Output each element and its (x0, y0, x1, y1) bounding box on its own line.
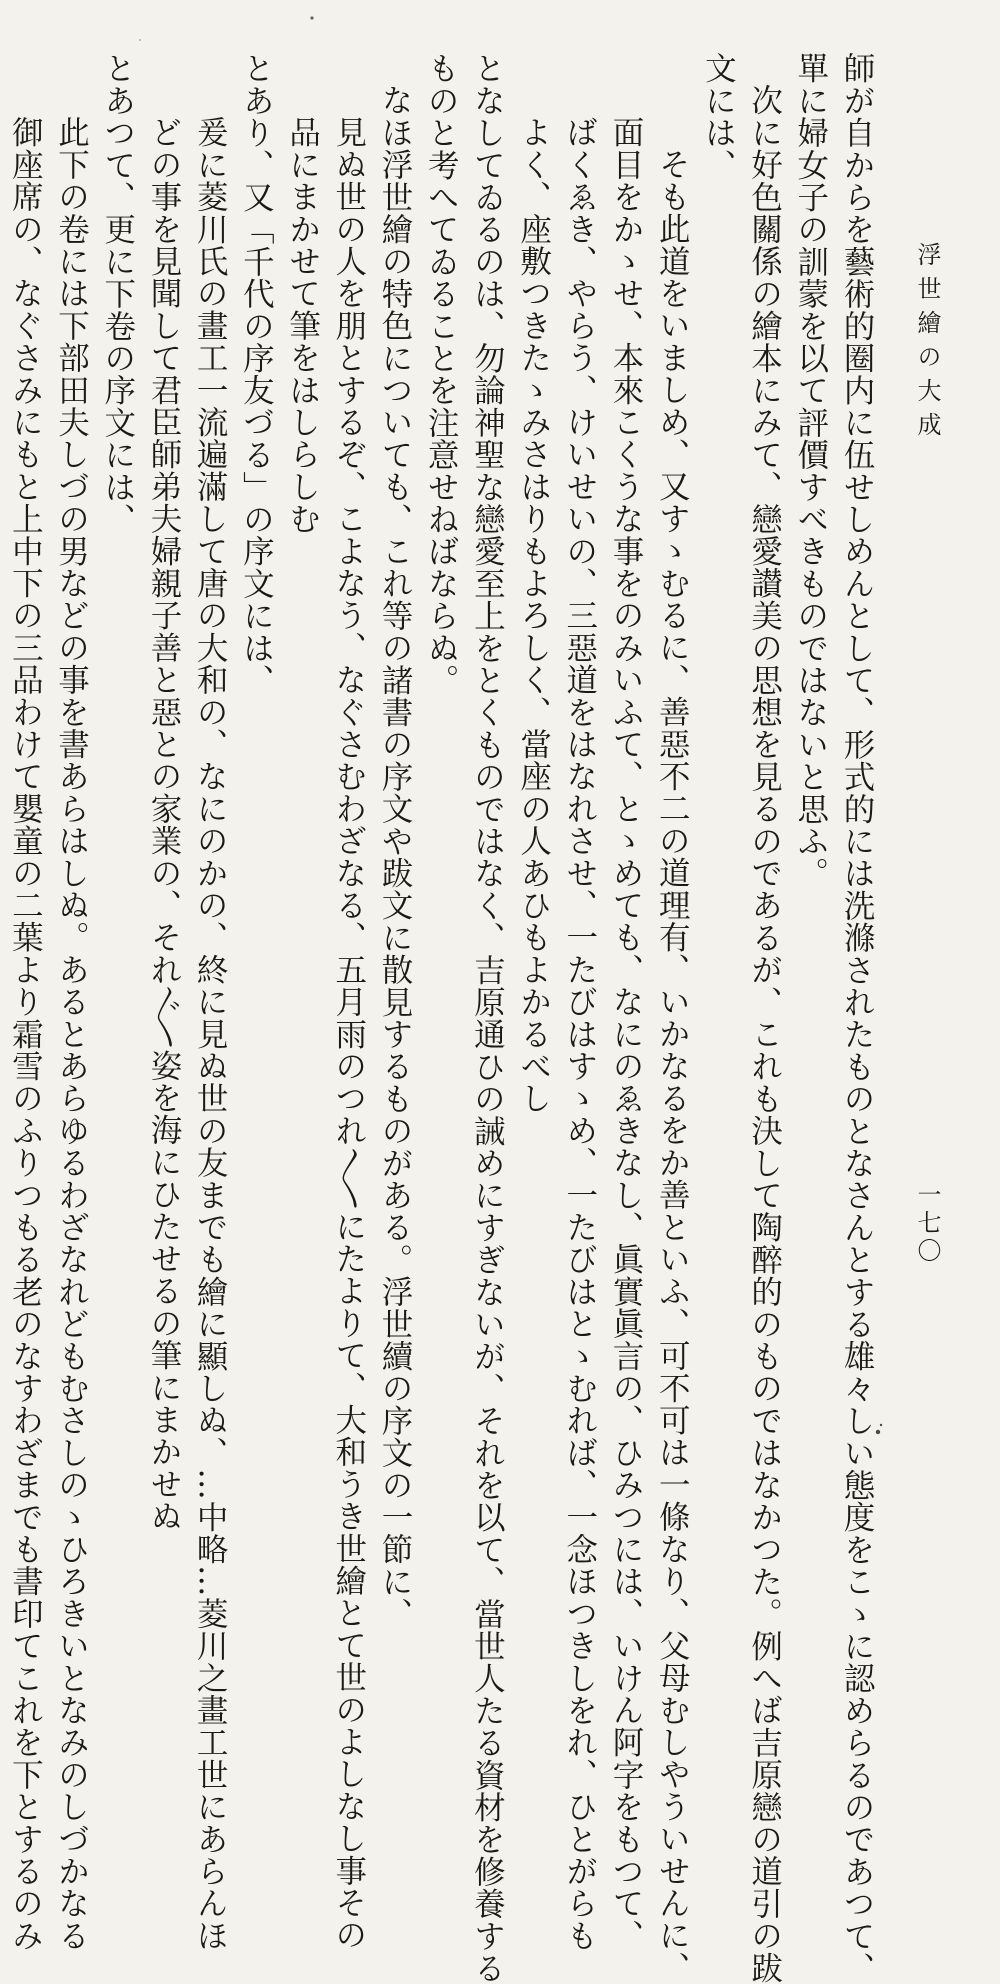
text-line: とあり、又「千代の序友づる」の序文には、 (238, 52, 275, 696)
quote-line: 品にまかせて筆をはしらしむ (284, 116, 321, 535)
text-line: 師が自からを藝術的圈内に伍せしめんとして、形式的には洗滌されたものとなさんとする雄々しい態度をこゝに認めらるのであつて、 (839, 52, 875, 1984)
text-line: 次に好色關係の繪本にみて、戀愛讃美の思想を見るのであるが、これも決して陶醉的のものではなかつた。例へば吉原戀の道引の跋 (746, 84, 783, 1984)
quote-line: どの事を見聞して君臣師弟夫婦親子善と惡との家業の、それ〲姿を海にひたせるの筆にまかせぬ (145, 116, 182, 1533)
text-line: とあつて、更に下卷の序文には、 (99, 52, 136, 535)
quote-line: 此下の卷には下部田夫しづの男などの事を書あらはしぬ。あるとあらゆるわざなれどもむさしのゝひろきいとなみのしづかなる (53, 116, 90, 1952)
body-text (2, 52, 880, 1984)
text-line: 文には、 (700, 52, 737, 181)
quote-line: 見ぬ世の人を朋とするぞ、こよなう、なぐさむわざなる、五月雨のつれ〱にたよりて、大和うき世繪とて世のよしなし事その (330, 116, 367, 1951)
quote-line: 御座席の、なぐさみにもと上中下の三品わけて嬰童の二葉より霜雪のふりつもる老のなすわざまでも書印てこれを下とするのみ (7, 116, 44, 1952)
quote-line: 爰に菱川氏の畫工一流遍滿して唐の大和の、なにのかの、終に見ぬ世の友までも繪に顯しぬ、…中略…菱川之畫工世にあらんほ (192, 116, 229, 1952)
text-line: ものと考へてゐることを注意せねばならぬ。 (423, 52, 460, 696)
paper-speck (139, 39, 141, 41)
quote-line: そも此道をいましめ、又すゝむるに、善惡不二の道理有、いかなるをか善といふ、可不可は一條なり、父母むしやういせんに、 (654, 148, 691, 1984)
text-line: となしてゐるのは、勿論神聖な戀愛至上をとくものではなく、吉原通ひの誡めにすぎないが、それを以て、當世人たる資材を修養する (469, 52, 506, 1984)
running-title: 浮世繪の大成 (913, 242, 941, 446)
text-line: 單に婦女子の訓蒙を以て評價すべきものではないと思ふ。 (792, 52, 829, 890)
quote-line: ばくゑき、やらう、けいせいの、三惡道をはなれさせ、一たびはすゝめ、一たびはとゝむれば、一念ほつきしをれ、ひとがらも (561, 116, 598, 1952)
quote-line: よく、座敷つきたゝみさはりもよろしく、當座の人あひもよかるべし (515, 116, 552, 1115)
text-line: なほ浮世繪の特色についても、これ等の諸書の序文や跋文に散見するものがある。浮世續の序文の一節に、 (376, 84, 413, 1630)
quote-line: 面目をかゝせ、本來こくうな事をのみいふて、とゝめても、なにのゑきなし、眞實眞言の、ひみつには、いけん阿字をもつて、 (607, 116, 644, 1952)
paper-speck (880, 1424, 882, 1426)
page-number: 一七〇 (913, 1182, 941, 1266)
paper-speck (310, 16, 313, 19)
